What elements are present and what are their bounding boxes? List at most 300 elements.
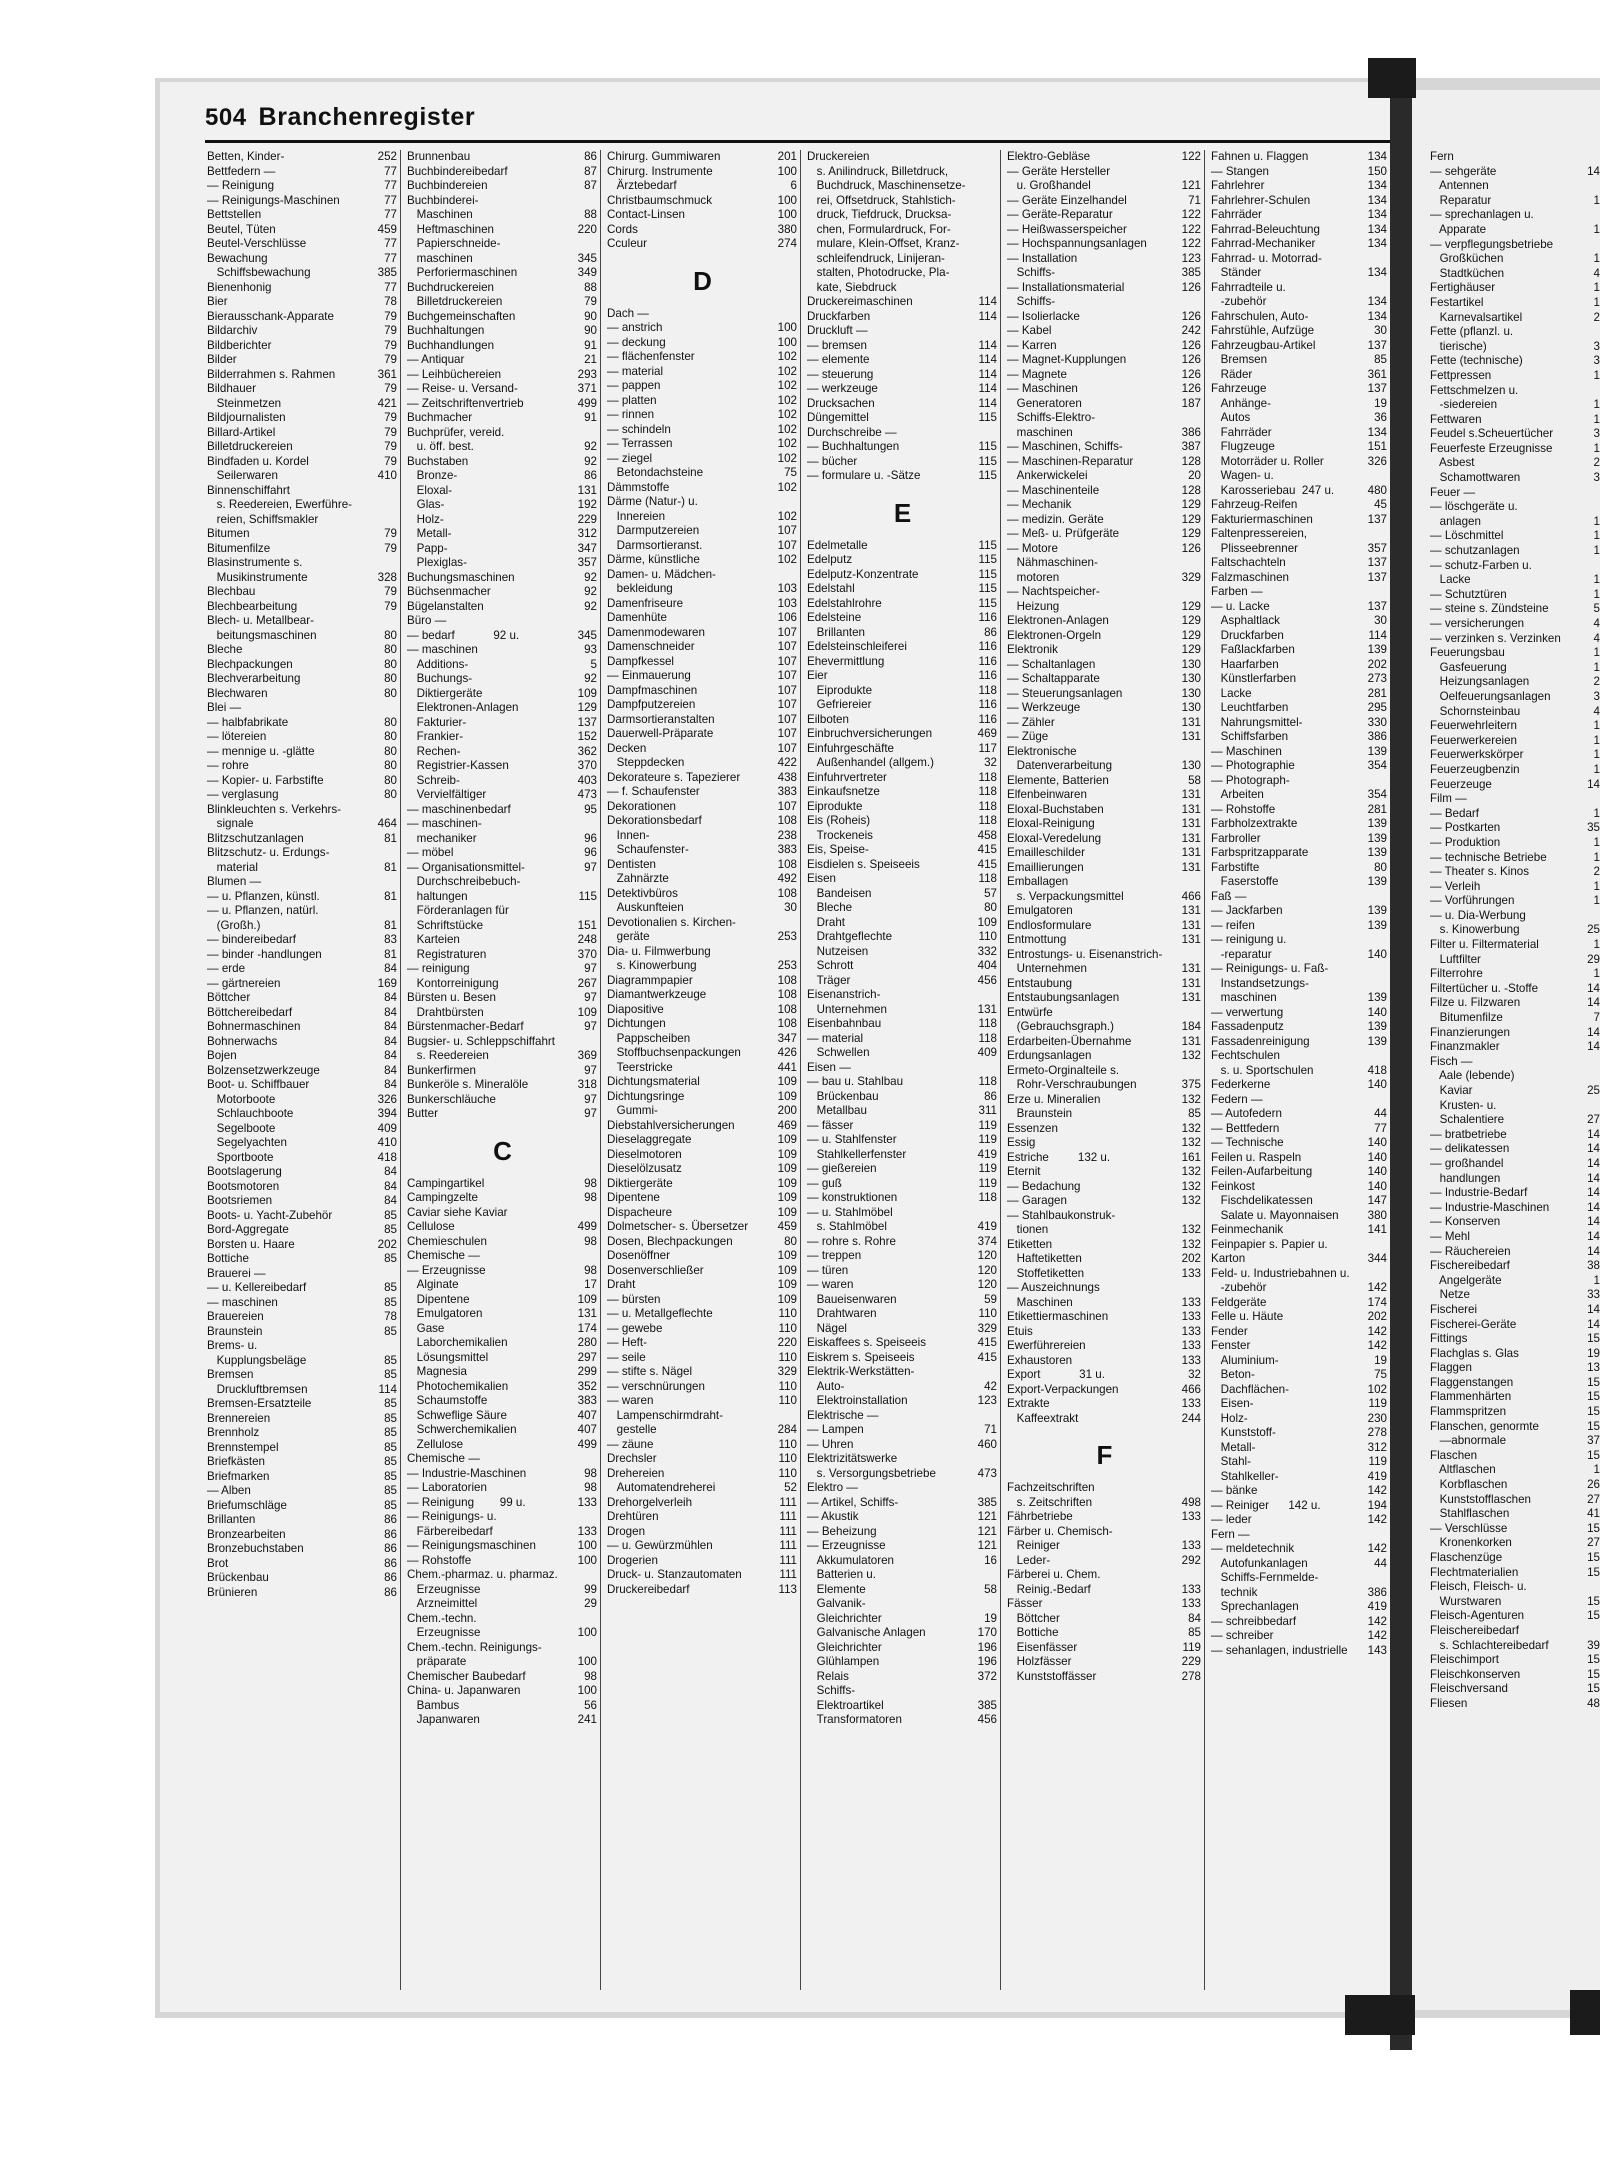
register-entry [1430, 851, 1600, 866]
register-entry [1209, 1354, 1390, 1369]
register-entry [405, 1064, 600, 1079]
register-entry [1209, 1122, 1390, 1137]
entry-label: — rohre s. Rohre [807, 1234, 896, 1248]
register-entry [1209, 1571, 1390, 1600]
entry-label: — Reinigungs- u. Faß- Instandsetzungs- maschinen [1211, 962, 1329, 1004]
entry-page-number: 131 [1181, 1034, 1201, 1048]
section-letter: F [1096, 1440, 1113, 1470]
entry-label: Bohnermaschinen [207, 1020, 301, 1033]
entry-label: Registrier-Kassen [407, 759, 509, 772]
register-entry [805, 469, 1000, 484]
register-entry [805, 684, 1000, 699]
entry-page-number: 111 [779, 1539, 797, 1552]
entry-label: — Garagen [1007, 1194, 1067, 1207]
entry-label: Gasfeuerung [1430, 660, 1507, 674]
entry-page-number: 75 [784, 466, 797, 479]
entry-page-number: 123 [977, 1394, 997, 1407]
register-column-6 [1209, 150, 1390, 1990]
entry-label: Drechsler [607, 1452, 657, 1465]
register-entry [805, 1655, 1000, 1670]
entry-page-number: 14 [1587, 1156, 1600, 1170]
entry-page-number: 109 [577, 1005, 597, 1019]
entry-label: Fischerei-Geräte [1430, 1317, 1517, 1331]
entry-page-number: 480 [1367, 483, 1387, 497]
register-entry [1209, 1194, 1390, 1209]
entry-page-number: 108 [777, 1017, 797, 1030]
register-entry [605, 1351, 800, 1366]
entry-page-number: 202 [377, 1237, 397, 1251]
entry-label: China- u. Japanwaren [407, 1684, 521, 1697]
entry-page-number: 84 [384, 1020, 397, 1033]
register-entry [405, 1641, 600, 1670]
register-entry [1430, 427, 1600, 442]
entry-label: s. Anilindruck, Billetdruck, Buchdruck, Maschinensetze- rei, Offsetdruck, Stahlstich- druck, Tiefdruck, Drucksa- chen, Formulardruck, For- mulare, Klein-Offset, Kranz- schleifendruck, Linijeran- stalten, Photodrucke, Pla- kate, Siebdruck [816, 164, 966, 294]
entry-label: — Steuerungsanlagen [1007, 686, 1123, 700]
entry-label: Druckfarben [1211, 628, 1284, 642]
register-entry [1209, 1629, 1390, 1644]
entry-page-number: 129 [1181, 512, 1201, 526]
entry-page-number: 280 [577, 1336, 597, 1349]
register-entry [405, 324, 600, 339]
entry-label: — Züge [1007, 730, 1049, 743]
entry-page-number: 14 [1587, 981, 1600, 995]
entry-label: Holzfässer [1007, 1655, 1072, 1668]
entry-label: — u. Stahlfenster [807, 1133, 897, 1146]
entry-page-number: 169 [377, 976, 397, 990]
entry-page-number: 374 [977, 1234, 997, 1248]
register-entry [405, 1670, 600, 1685]
entry-page-number: 81 [384, 860, 397, 874]
entry-label: Pappscheiben [607, 1031, 691, 1045]
entry-page-number: 109 [777, 1292, 797, 1306]
register-entry [805, 426, 1000, 441]
entry-page-number: 133 [1181, 1539, 1201, 1552]
register-entry [1005, 1064, 1204, 1093]
register-entry [805, 858, 1000, 873]
entry-page-number: 241 [577, 1713, 597, 1726]
entry-label: Zahnärzte [607, 872, 669, 885]
register-entry [805, 1597, 1000, 1626]
entry-label: — bedarf 92 u. [407, 628, 520, 642]
entry-page-number: 98 [584, 1669, 597, 1683]
entry-label: Diapositive [607, 1002, 664, 1016]
entry-label: Chemieschulen [407, 1234, 487, 1248]
register-entry [205, 817, 400, 832]
register-entry [605, 539, 800, 554]
entry-page-number: 137 [1367, 382, 1387, 395]
entry-page-number: 15 [1587, 1594, 1600, 1608]
register-entry [605, 988, 800, 1003]
entry-page-number: 87 [584, 179, 597, 192]
register-entry [205, 223, 400, 238]
entry-label: Brünieren [207, 1585, 258, 1599]
entry-page-number: 311 [978, 1104, 997, 1117]
register-entry [805, 553, 1000, 568]
entry-label: — zäune [607, 1437, 654, 1451]
entry-page-number: 97 [584, 962, 597, 975]
register-entry [405, 1206, 600, 1221]
entry-page-number: 102 [777, 350, 797, 363]
register-entry [1209, 1412, 1390, 1427]
entry-label: Gase [407, 1321, 445, 1335]
register-entry [805, 655, 1000, 670]
entry-label: Dachflächen- [1211, 1382, 1289, 1396]
register-entry [205, 716, 400, 731]
entry-label: — Industrie-Bedarf [1430, 1186, 1528, 1200]
register-entry [1005, 817, 1204, 832]
entry-label: Emulgatoren [1007, 904, 1073, 917]
register-entry [1430, 705, 1600, 720]
entry-label: Entwürfe (Gebrauchsgraph.) [1007, 1005, 1114, 1033]
entry-page-number: 98 [584, 1176, 597, 1190]
register-entry [605, 727, 800, 742]
register-column-1 [205, 150, 401, 1990]
entry-label: — gewebe [607, 1321, 663, 1335]
entry-page-number: 80 [384, 643, 397, 656]
register-entry [805, 1046, 1000, 1061]
register-entry [1209, 803, 1390, 818]
register-entry [1209, 962, 1390, 1006]
register-entry [1430, 792, 1600, 807]
entry-page-number: 139 [1367, 744, 1387, 758]
entry-label: Kontorreinigung [407, 976, 499, 990]
entry-label: Eisen- [1211, 1397, 1254, 1410]
entry-page-number: 361 [377, 367, 397, 381]
register-entry [1005, 629, 1204, 644]
entry-page-number: 129 [1181, 599, 1201, 613]
entry-page-number: 103 [777, 582, 797, 595]
entry-page-number: 100 [577, 1655, 597, 1668]
register-entry [805, 814, 1000, 829]
entry-label: Einfuhrvertreter [807, 770, 887, 784]
entry-label: Drahtbürsten [407, 1005, 484, 1019]
entry-label: Betondachsteine [607, 466, 704, 479]
entry-label: Druck- u. Stanzautomaten [607, 1568, 742, 1581]
register-entry [1209, 1093, 1390, 1108]
register-entry [405, 1336, 600, 1351]
register-entry [405, 1510, 600, 1539]
entry-label: Eisenanstrich- Unternehmen [807, 988, 887, 1016]
entry-label: Aale (lebende) [1430, 1069, 1515, 1083]
register-entry [1430, 1186, 1600, 1201]
entry-page-number: 1 [1593, 222, 1600, 236]
entry-label: Fachzeitschriften s. Zeitschriften [1007, 1481, 1095, 1509]
register-entry [805, 756, 1000, 771]
entry-page-number: 410 [377, 1136, 397, 1149]
entry-page-number: 85 [384, 1498, 397, 1512]
entry-page-number: 142 [1367, 1513, 1387, 1526]
entry-label: Feldgeräte [1211, 1295, 1267, 1309]
entry-page-number: 111 [779, 1568, 797, 1581]
entry-page-number: 85 [384, 1353, 397, 1367]
entry-label: Bildhauer [207, 382, 256, 395]
register-entry [1430, 1040, 1600, 1055]
entry-page-number: 347 [777, 1031, 797, 1045]
register-entry [405, 223, 600, 238]
entry-label: Bootsriemen [207, 1194, 273, 1207]
entry-page-number: 97 [584, 991, 597, 1004]
register-entry [805, 1713, 1000, 1728]
register-entry [1209, 1238, 1390, 1267]
register-entry [805, 382, 1000, 397]
entry-page-number: 134 [1367, 309, 1387, 323]
entry-label: Kaviar [1430, 1084, 1473, 1097]
entry-label: — bücher [807, 454, 858, 468]
entry-label: Filterrohre [1430, 967, 1483, 981]
entry-label: — verschnürungen [607, 1379, 705, 1393]
entry-page-number: 385 [977, 1495, 997, 1509]
entry-label: Briefkästen [207, 1455, 265, 1468]
register-entry [1005, 484, 1204, 499]
register-entry [1005, 310, 1204, 325]
register-entry [1430, 807, 1600, 822]
register-entry [205, 469, 400, 484]
entry-page-number: 90 [584, 324, 597, 337]
entry-page-number: 27 [1587, 1113, 1600, 1127]
register-entry [1209, 1542, 1390, 1557]
register-entry [805, 411, 1000, 426]
entry-page-number: 383 [577, 1394, 597, 1407]
entry-label: Edelsteinschleiferei [807, 640, 907, 653]
entry-label: Bitumenfilze [1430, 1011, 1503, 1025]
entry-page-number: 387 [1181, 440, 1201, 453]
register-entry [1209, 701, 1390, 716]
entry-page-number: 59 [984, 1292, 997, 1306]
entry-page-number: 126 [1181, 382, 1201, 395]
entry-label: Feinpapier s. Papier u. Karton [1211, 1237, 1331, 1265]
header-rule [205, 140, 1390, 143]
register-entry [605, 1264, 800, 1279]
entry-page-number: 111 [779, 1495, 797, 1509]
entry-label: Feinkost [1211, 1179, 1255, 1193]
register-entry [605, 1365, 800, 1380]
entry-label: Fassadenreinigung [1211, 1034, 1310, 1048]
register-entry [1430, 1201, 1600, 1216]
register-entry [1430, 1113, 1600, 1128]
entry-label: — Produktion [1430, 835, 1501, 849]
entry-page-number: 44 [1374, 1107, 1387, 1120]
entry-label: Feuerungsbau [1430, 646, 1505, 660]
register-entry [1430, 1653, 1600, 1668]
entry-label: — Erzeugnisse [807, 1539, 886, 1552]
register-entry [405, 1467, 600, 1482]
entry-page-number: 109 [777, 1162, 797, 1175]
entry-label: Briefumschläge [207, 1498, 287, 1512]
entry-page-number: 140 [1367, 1078, 1387, 1091]
register-entry [805, 945, 1000, 960]
register-entry [1430, 223, 1600, 238]
register-entry [1209, 1528, 1390, 1543]
entry-label: — waren [607, 1394, 654, 1407]
entry-label: Caviar siehe Kaviar [407, 1205, 508, 1219]
entry-page-number: 230 [1367, 1411, 1387, 1425]
entry-label: Drogerien [607, 1553, 658, 1567]
register-entry [405, 861, 600, 876]
register-entry [405, 1322, 600, 1337]
register-entry [605, 408, 800, 423]
entry-page-number: 137 [577, 715, 597, 729]
entry-page-number: 85 [384, 1440, 397, 1454]
entry-label: Heizungsanlagen [1430, 675, 1530, 689]
entry-label: Stahlkeller- [1211, 1469, 1279, 1483]
entry-page-number: 110 [778, 1394, 797, 1407]
entry-label: Darmsortieranst. [607, 538, 703, 552]
entry-page-number: 133 [1181, 1353, 1201, 1367]
entry-label: Schlauchboote [207, 1107, 294, 1120]
entry-label: — schreibbedarf [1211, 1614, 1297, 1628]
entry-page-number: 150 [1367, 164, 1387, 178]
entry-page-number: 139 [1367, 904, 1387, 917]
entry-page-number: 131 [1181, 976, 1201, 990]
entry-page-number: 267 [577, 976, 597, 990]
entry-label: Essig [1007, 1136, 1036, 1149]
entry-label: Dach — [607, 306, 649, 320]
entry-label: Faltschachteln [1211, 556, 1286, 569]
register-entry [1005, 1325, 1204, 1340]
entry-label: Flammenhärten [1430, 1390, 1512, 1404]
register-entry [605, 1539, 800, 1554]
entry-label: Rechen- [407, 744, 461, 758]
entry-label: Elektronen-Anlagen [407, 701, 519, 714]
register-entry [805, 1525, 1000, 1540]
entry-page-number: 14 [1587, 1025, 1600, 1039]
entry-label: — Bedarf [1430, 806, 1479, 820]
entry-label: Einkaufsnetze [807, 785, 880, 798]
register-entry [205, 672, 400, 687]
entry-label: Eisen — [807, 1060, 851, 1074]
entry-page-number: 116 [978, 712, 997, 726]
entry-page-number: 151 [1367, 440, 1387, 453]
entry-label: Batterien u. Elemente [816, 1568, 876, 1596]
entry-label: Blitzschutz- u. Erdungs- material [207, 846, 330, 874]
register-entry [405, 730, 600, 745]
register-entry [805, 1264, 1000, 1279]
register-entry [205, 208, 400, 223]
entry-page-number: 86 [384, 1513, 397, 1526]
entry-page-number: 102 [777, 408, 797, 421]
entry-label: — bindereibedarf [207, 933, 296, 946]
register-entry [405, 1380, 600, 1395]
entry-page-number: 419 [1367, 1600, 1387, 1613]
entry-page-number: 134 [1367, 150, 1387, 163]
entry-label: Beutel-Verschlüsse [207, 237, 307, 250]
entry-label: Entmottung [1007, 933, 1067, 946]
entry-page-number: 134 [1367, 179, 1387, 192]
register-entry [205, 1035, 400, 1050]
register-entry [1430, 515, 1600, 530]
entry-page-number: 3 [1593, 354, 1600, 368]
entry-label: Druckfarben [807, 309, 871, 323]
entry-page-number: 6 [790, 179, 797, 192]
entry-label: — Uhren [807, 1437, 854, 1451]
entry-page-number: 110 [778, 1466, 797, 1480]
entry-label: — steine s. Zündsteine [1430, 602, 1549, 616]
register-entry [605, 669, 800, 684]
register-entry [605, 165, 800, 180]
entry-page-number: 132 [1181, 1092, 1201, 1106]
register-entry [205, 991, 400, 1006]
register-entry [1209, 1267, 1390, 1296]
register-entry [1209, 1499, 1390, 1514]
entry-label: Beton- [1211, 1368, 1255, 1381]
register-entry [1209, 1151, 1390, 1166]
entry-label: — Jackfarben [1211, 904, 1283, 917]
entry-label: Einbruchversicherungen [807, 727, 933, 740]
entry-label: Bürstenmacher-Bedarf [407, 1020, 524, 1033]
entry-label: Additions- [407, 657, 469, 671]
register-entry [1430, 1055, 1600, 1070]
entry-page-number: 122 [1181, 222, 1201, 236]
entry-label: Schwellen [807, 1046, 870, 1059]
entry-page-number: 79 [384, 324, 397, 337]
entry-page-number: 133 [1181, 1310, 1201, 1323]
entry-label: — maschinen- mechaniker [407, 817, 482, 845]
entry-page-number: 132 [1181, 1121, 1201, 1135]
entry-label: Räder [1211, 367, 1253, 381]
register-entry [605, 1235, 800, 1250]
entry-label: — Reinigung [207, 179, 275, 192]
entry-page-number: 1 [1593, 281, 1600, 295]
register-entry [605, 771, 800, 786]
entry-label: Steppdecken [607, 756, 685, 769]
entry-label: Campingartikel [407, 1176, 485, 1190]
register-entry [1209, 252, 1390, 281]
entry-page-number: 418 [377, 1150, 397, 1164]
entry-label: Brot [207, 1556, 229, 1570]
entry-page-number: 79 [384, 527, 397, 540]
register-entry [605, 179, 800, 194]
entry-label: Buchmacher [407, 411, 473, 424]
entry-label: — Photograph- Arbeiten [1211, 773, 1290, 801]
entry-label: Feuerwerkereien [1430, 733, 1517, 747]
register-entry [805, 1220, 1000, 1235]
entry-label: Buchungsmaschinen [407, 570, 515, 584]
entry-label: Farbholzextrakte [1211, 817, 1298, 830]
entry-label: Brennholz [207, 1426, 260, 1439]
entry-label: Chemischer Baubedarf [407, 1669, 526, 1683]
entry-label: Binnenschiffahrt [207, 483, 290, 497]
entry-page-number: 15 [1587, 1332, 1600, 1346]
entry-label: — Maschinen [1211, 744, 1282, 758]
entry-page-number: 273 [1367, 672, 1387, 685]
register-entry [1005, 1093, 1204, 1108]
register-entry [205, 933, 400, 948]
entry-label: Holz- [1211, 1411, 1248, 1425]
register-entry [205, 1441, 400, 1456]
register-entry [1430, 1259, 1600, 1274]
register-entry [205, 1020, 400, 1035]
entry-page-number: 81 [384, 918, 397, 932]
entry-page-number: 1 [1593, 879, 1600, 893]
register-entry [1430, 1084, 1600, 1099]
register-entry [1005, 339, 1204, 354]
entry-page-number: 129 [1181, 643, 1201, 656]
entry-label: Auskunfteien [607, 901, 684, 914]
entry-label: Fakturier- [407, 715, 467, 729]
register-entry [405, 846, 600, 861]
entry-label: — Einmauerung [607, 669, 691, 682]
register-entry [1430, 238, 1600, 253]
register-entry [1005, 687, 1204, 702]
entry-label: Kunststoff- [1211, 1426, 1276, 1439]
register-entry [205, 571, 400, 586]
register-entry [805, 397, 1000, 412]
entry-page-number: 58 [984, 1582, 997, 1596]
register-entry [1430, 967, 1600, 982]
entry-label: Schiffs- [1007, 295, 1056, 308]
register-entry [605, 1568, 800, 1583]
entry-page-number: 15 [1587, 1667, 1600, 1681]
